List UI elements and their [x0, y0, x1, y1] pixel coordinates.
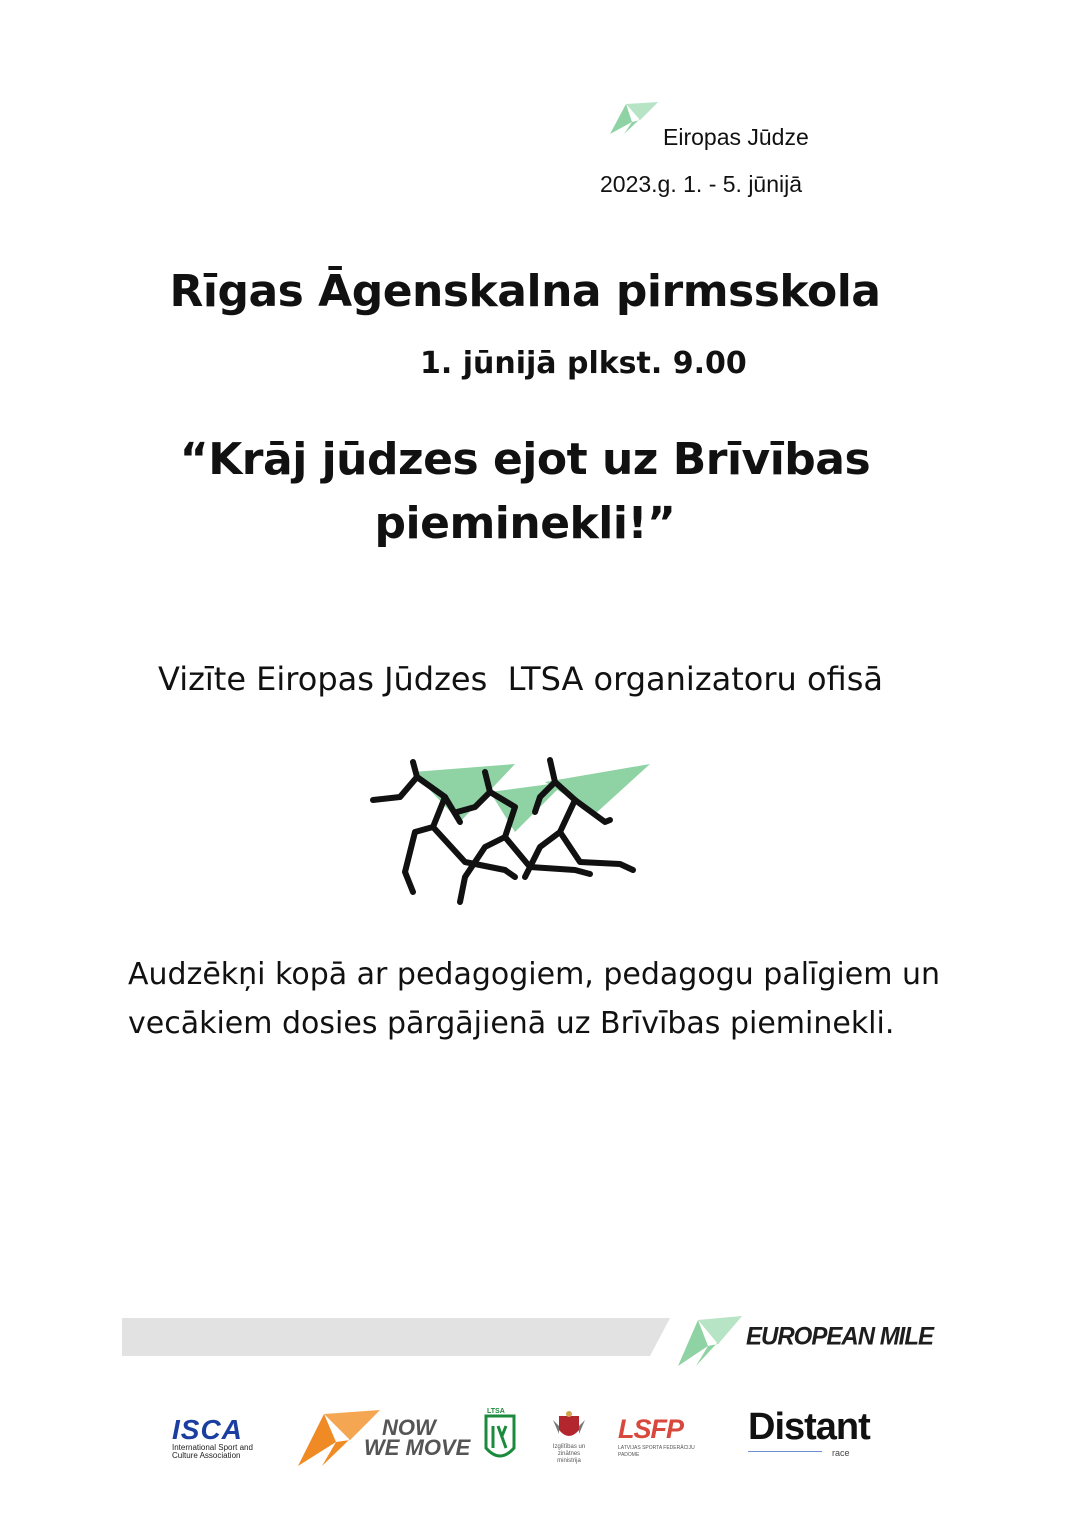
footer-brand: EUROPEAN MILE — [746, 1322, 934, 1351]
distant-underline — [748, 1451, 822, 1452]
headline-line-2: pieminekli!” — [374, 498, 676, 549]
nwm-line-2: WE MOVE — [364, 1435, 471, 1460]
ministry-caption-2: ministrija — [557, 1458, 581, 1464]
lsfp-caption: LATVIJAS SPORTA FEDERĀCIJU PADOME — [618, 1445, 695, 1458]
isca-logo — [172, 1416, 262, 1460]
event-time: 1. jūnijā plkst. 9.00 — [420, 346, 747, 381]
distant-race-logo — [748, 1406, 870, 1458]
isca-caption-2: Culture Association — [172, 1451, 241, 1460]
ministry-logo — [544, 1410, 594, 1465]
now-we-move-wordmark — [364, 1415, 471, 1460]
distant-wordmark: Distant — [748, 1406, 870, 1448]
walkers-illustration-icon — [365, 752, 655, 912]
event-headline — [0, 428, 1050, 556]
visit-text: Vizīte Eiropas Jūdzes LTSA organizatoru ofisā — [158, 660, 883, 698]
ministry-caption-1: Izglītības un zinātnes — [552, 1444, 586, 1457]
event-description: Audzēkņi kopā ar pedagogiem, pedagogu palīgiem un vecākiem dosies pārgājienā uz Brīvības pieminekli. — [128, 957, 941, 1041]
lsfp-logo — [618, 1414, 698, 1459]
ltsa-logo — [484, 1408, 516, 1464]
ltsa-label: LTSA — [487, 1408, 505, 1415]
venue-title: Rīgas Āgenskalna pirmsskola — [169, 266, 881, 317]
distant-caption: race — [832, 1448, 850, 1458]
nwm-line-1: NOW — [382, 1415, 436, 1440]
isca-caption-1: International Sport and — [172, 1443, 253, 1452]
isca-wordmark: ISCA — [172, 1414, 243, 1445]
european-mile-logo-icon — [610, 100, 660, 138]
ltsa-shield-icon — [484, 1408, 516, 1464]
headline-line-1: “Krāj jūdzes ejot uz Brīvības — [179, 434, 871, 485]
european-mile-footer-logo-icon — [676, 1314, 744, 1368]
lsfp-wordmark: LSFP — [618, 1414, 684, 1444]
header-dates: 2023.g. 1. - 5. jūnijā — [600, 171, 803, 197]
latvia-coat-of-arms-icon — [551, 1410, 587, 1444]
header-title: Eiropas Jūdze — [663, 124, 809, 150]
footer-band — [122, 1318, 682, 1358]
